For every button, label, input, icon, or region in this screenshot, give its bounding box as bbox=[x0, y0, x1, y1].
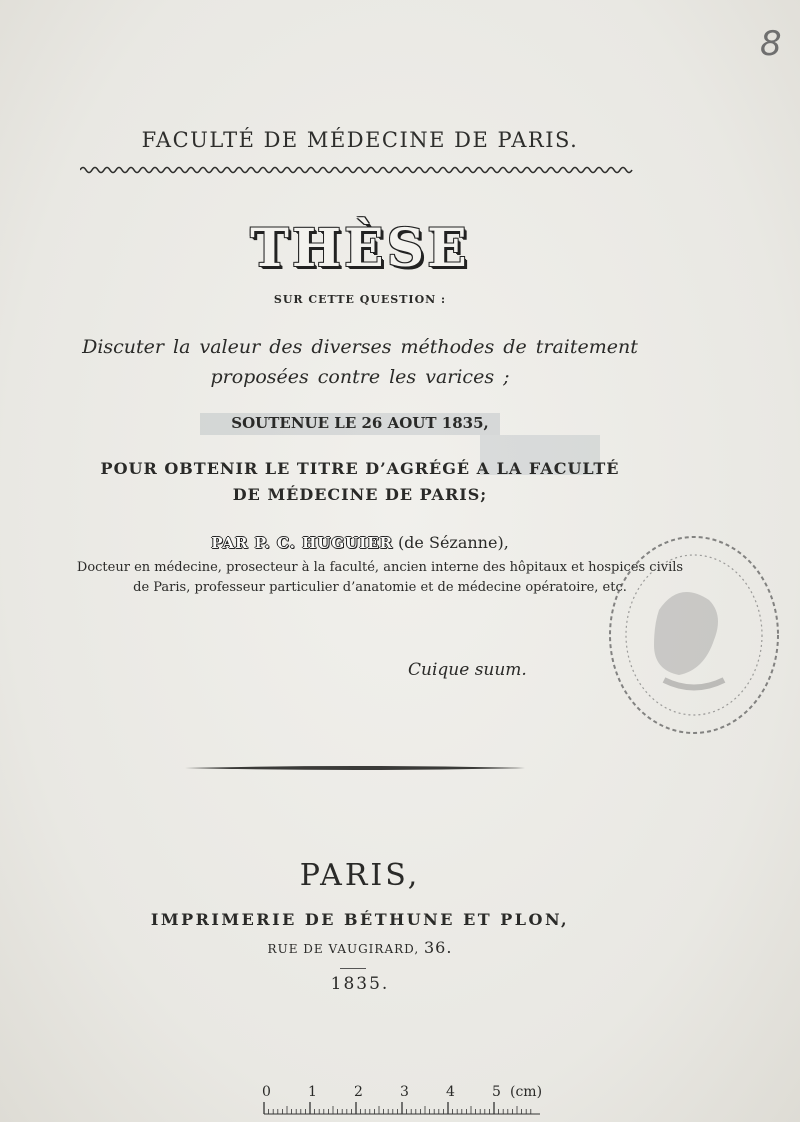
scale-label-3: 3 bbox=[400, 1084, 409, 1100]
these-title: THÈSE bbox=[250, 218, 470, 279]
subject-line-1: Discuter la valeur des diverses méthodes de traitement bbox=[82, 336, 638, 358]
defense-date: SOUTENUE LE 26 AOUT 1835, bbox=[231, 414, 489, 432]
scale-label-2: 2 bbox=[354, 1084, 363, 1100]
library-stamp bbox=[604, 530, 784, 740]
imprint-printer: IMPRIMERIE DE BÉTHUNE ET PLON, bbox=[150, 910, 570, 929]
imprint-street: RUE DE VAUGIRARD, bbox=[267, 942, 420, 956]
defense-purpose bbox=[0, 456, 720, 508]
purpose-line-2: DE MÉDECINE DE PARIS; bbox=[232, 485, 488, 504]
imprint-year: 1835. bbox=[330, 974, 390, 994]
author-origin: (de Sézanne), bbox=[397, 533, 509, 552]
pencil-page-number: 8 bbox=[760, 24, 782, 64]
purpose-line-1: POUR OBTENIR LE TITRE D’AGRÉGÉ A LA FACULTÉ bbox=[100, 459, 620, 478]
scale-ruler bbox=[262, 1100, 542, 1116]
scale-label-4: 4 bbox=[446, 1084, 455, 1100]
scale-unit: (cm) bbox=[510, 1084, 543, 1100]
question-label: SUR CETTE QUESTION : bbox=[273, 293, 447, 306]
epigraph: Cuique suum. bbox=[408, 660, 527, 680]
faculty-heading: FACULTÉ DE MÉDECINE DE PARIS. bbox=[141, 128, 579, 152]
thesis-subject bbox=[0, 332, 720, 392]
subject-line-2: proposées contre les varices ; bbox=[210, 366, 510, 388]
credentials-line-2: de Paris, professeur particulier d’anatomie et de médecine opératoire, etc. bbox=[133, 580, 627, 595]
scale-label-1: 1 bbox=[308, 1084, 317, 1100]
wavy-divider bbox=[80, 163, 636, 177]
ornamental-rule bbox=[185, 765, 525, 771]
imprint-street-number: 36. bbox=[424, 938, 453, 957]
credentials-line-1: Docteur en médecine, prosecteur à la faculté, ancien interne des hôpitaux et hospices civils bbox=[76, 560, 684, 575]
imprint-city: PARIS, bbox=[299, 858, 421, 893]
year-rule bbox=[340, 968, 366, 969]
author-name: PAR P. C. HUGUIER bbox=[211, 534, 394, 552]
scale-label-0: 0 bbox=[262, 1084, 271, 1100]
imprint-address bbox=[0, 938, 720, 957]
scale-label-5: 5 bbox=[492, 1084, 501, 1100]
